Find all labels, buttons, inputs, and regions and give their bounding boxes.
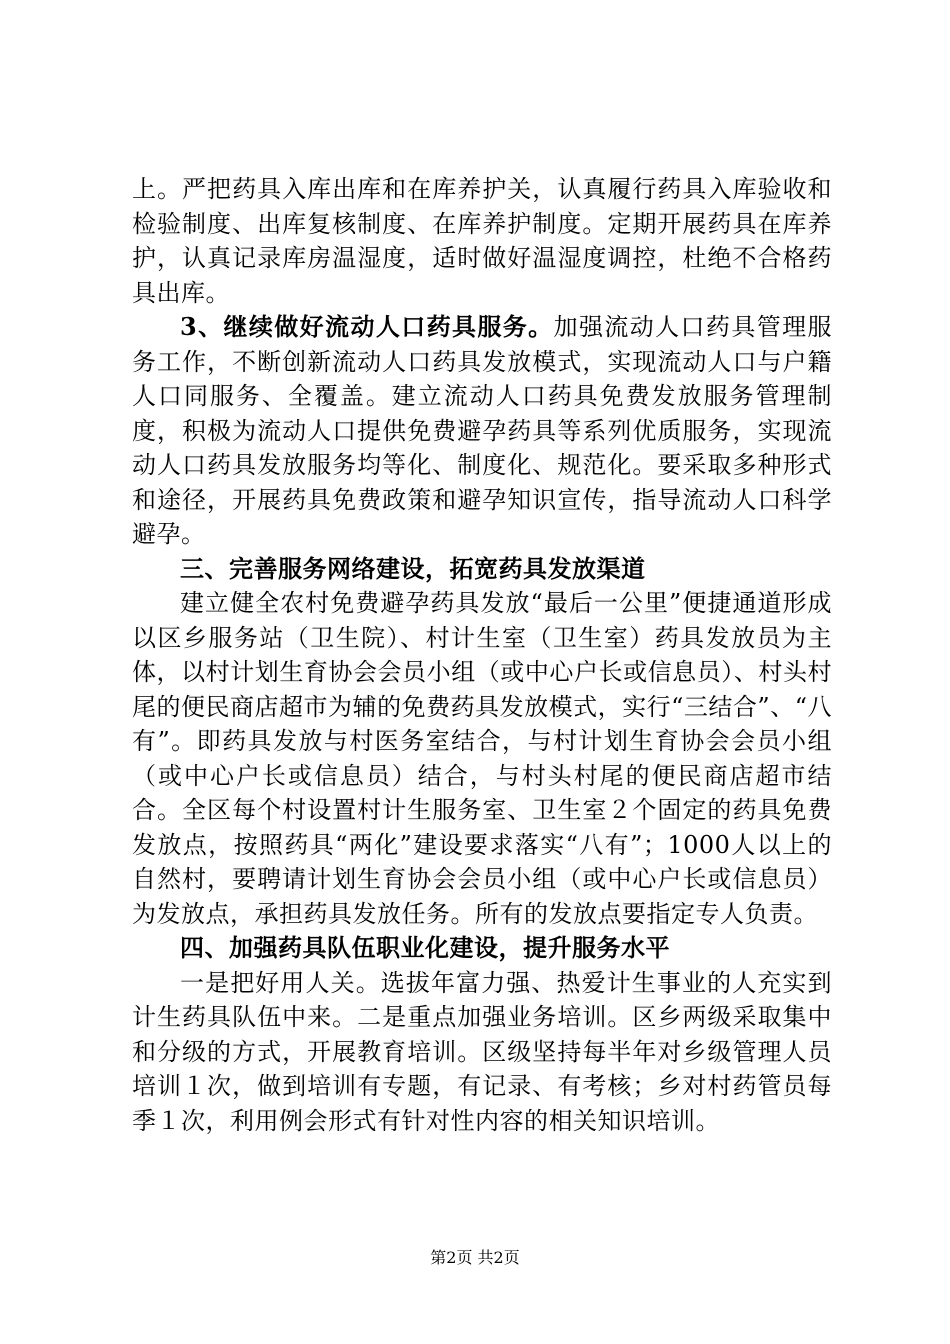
- paragraph-lead-heading: 3、继续做好流动人口药具服务。: [180, 312, 554, 341]
- page-footer: 第2页 共2页: [430, 1248, 520, 1267]
- section-heading-4: 四、加强药具队伍职业化建设，提升服务水平: [180, 933, 670, 962]
- paragraph-floating-body: 加强流动人口药具管理服务工作，不断创新流动人口药具发放模式，实现流动人口与户籍人口同服务、全覆盖。建立流动人口药具免费发放服务管理制度，积极为流动人口提供免费避孕药具等系列优质服务，实现流动人口药具发放服务均等化、制度化、规范化。要采取多种形式和途径，开展药具免费政策和避孕知识宣传，指导流动人口科学避孕。: [132, 313, 832, 548]
- paragraph-team: 一是把好用人关。选拔年富力强、热爱计生事业的人充实到计生药具队伍中来。二是重点加强业务培训。区乡两级采取集中和分级的方式，开展教育培训。区级坚持每半年对乡级管理人员培训１次，做到培训有专题，有记录、有考核；乡对村药管员每季１次，利用例会形式有针对性内容的相关知识培训。: [132, 968, 832, 1135]
- section-heading-3: 三、完善服务网络建设，拓宽药具发放渠道: [180, 553, 646, 583]
- paragraph-storage: 上。严把药具入库出库和在库养护关，认真履行药具入库验收和检验制度、出库复核制度、在库养护制度。定期开展药具在库养护，认真记录库房温湿度，适时做好温湿度调控，杜绝不合格药具出库。: [132, 175, 832, 307]
- document-body: [132, 172, 832, 1138]
- paragraph-network: 建立健全农村免费避孕药具发放“最后一公里”便捷通道形成以区乡服务站（卫生院）、村计生室（卫生室）药具发放员为主体，以村计划生育协会会员小组（或中心户长或信息员）、村头村尾的便民商店超市为辅的免费药具发放模式，实行“三结合”、“八有”。即药具发放与村医务室结合，与村计划生育协会会员小组（或中心户长或信息员）结合，与村头村尾的便民商店超市结合。全区每个村设置村计生服务室、卫生室２个固定的药具免费发放点，按照药具“两化”建设要求落实“八有”；1000人以上的自然村，要聘请计划生育协会会员小组（或中心户长或信息员）为发放点，承担药具发放任务。所有的发放点要指定专人负责。: [132, 589, 832, 928]
- paragraph-floating-population: [132, 310, 832, 552]
